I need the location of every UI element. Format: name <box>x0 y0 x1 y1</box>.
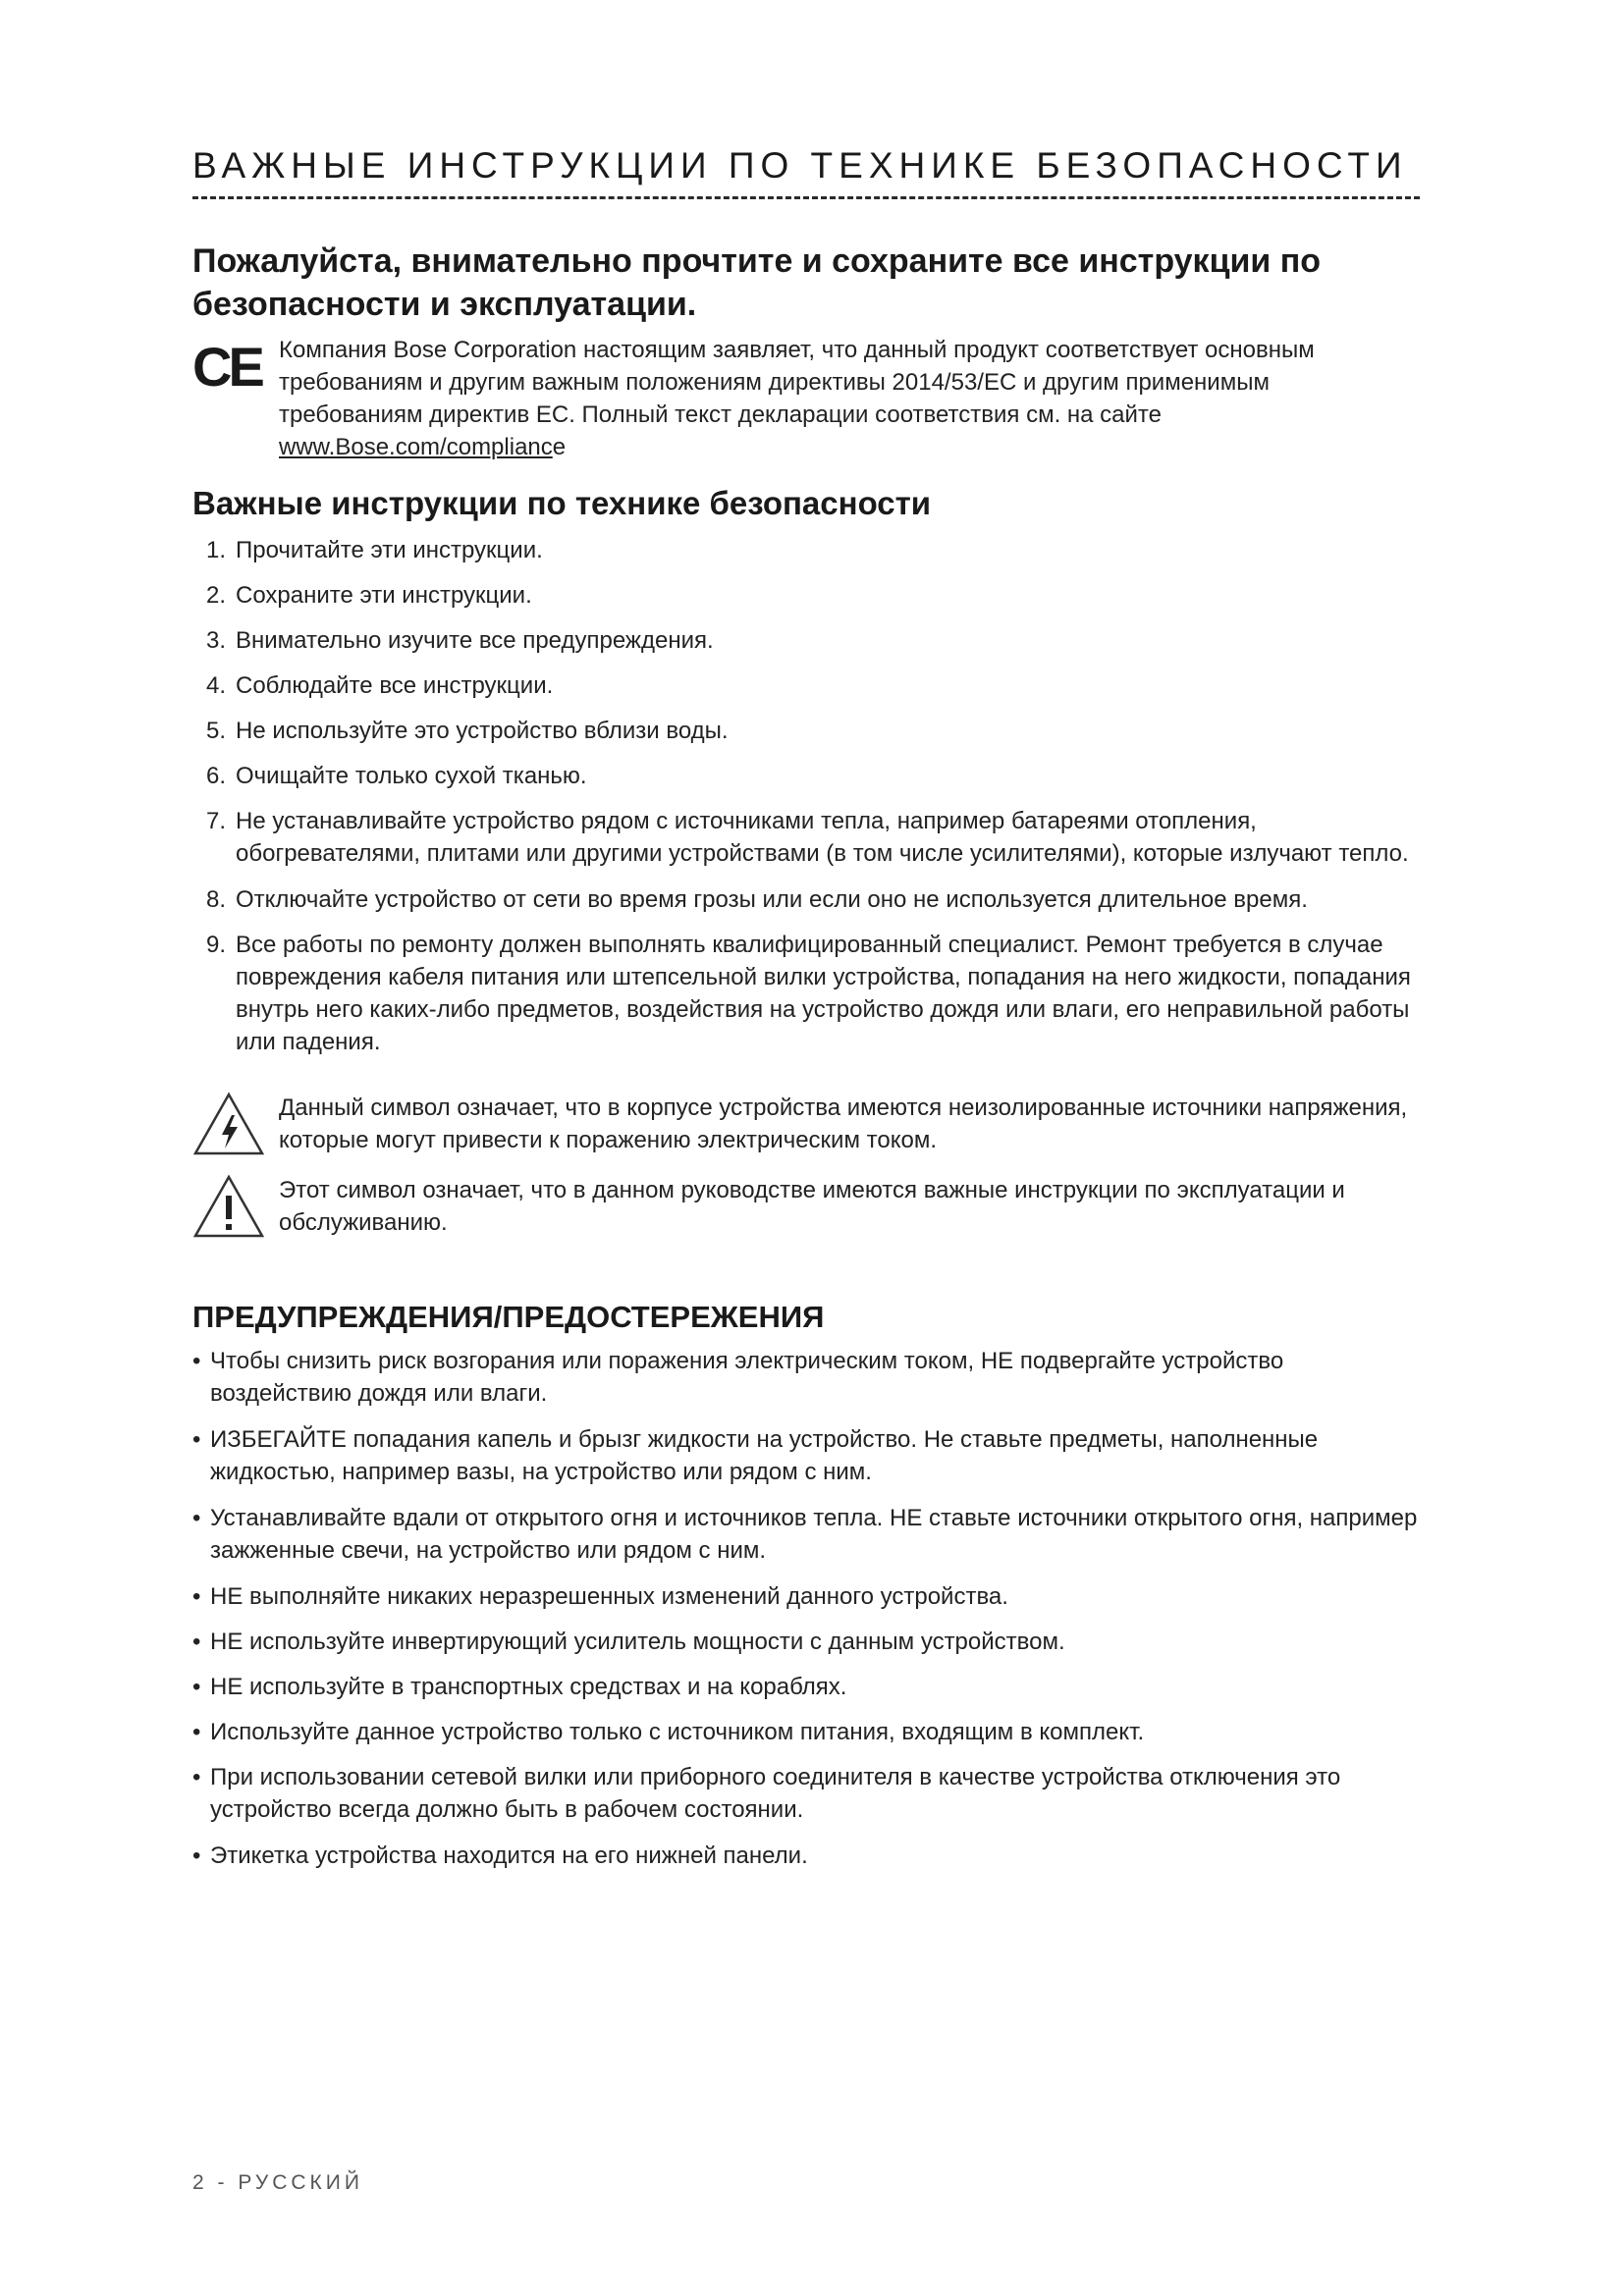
list-item-text: Чтобы снизить риск возгорания или поражения электрическим током, НЕ подвергайте устройство воздействию дождя или влаги. <box>210 1348 1284 1407</box>
list-item-number: 2. <box>206 582 227 609</box>
list-item-text: НЕ используйте инвертирующий усилитель мощности с данным устройством. <box>210 1629 1065 1655</box>
bullet: • <box>192 1505 201 1531</box>
page-title: ВАЖНЫЕ ИНСТРУКЦИИ ПО ТЕХНИКЕ БЕЗОПАСНОСТИ <box>192 145 1408 186</box>
list-item-number: 9. <box>206 932 227 958</box>
ce-declaration-text <box>279 334 1418 463</box>
compliance-link[interactable]: www.Bose.com/complianc <box>279 434 553 460</box>
list-item-text: Прочитайте эти инструкции. <box>236 537 543 563</box>
list-item-text: Используйте данное устройство только с источником питания, входящим в комплект. <box>210 1719 1145 1745</box>
list-item-text: Все работы по ремонту должен выполнять квалифицированный специалист. Ремонт требуется в случае повреждения кабеля питания или штепсельной вилки устройства, попадания на него жидкости, попадания внутрь него каких-либо предметов, воздействия на устройство дождя или влаги, его неправильной работы или падения. <box>236 932 1411 1055</box>
bullet: • <box>192 1629 201 1655</box>
list-item-number: 4. <box>206 672 227 699</box>
list-item-text: Не устанавливайте устройство рядом с источниками тепла, например батареями отопления, обогревателями, плитами или другими устройствами (в том числе усилителями), которые излучают тепло. <box>236 808 1409 867</box>
bullet: • <box>192 1674 201 1700</box>
exclamation-warning-icon <box>192 1174 265 1239</box>
list-item-number: 3. <box>206 627 227 654</box>
list-item-number: 5. <box>206 718 227 744</box>
list-item-number: 1. <box>206 537 227 563</box>
title-divider <box>192 196 1420 199</box>
list-item-text: При использовании сетевой вилки или приборного соединителя в качестве устройства отключения это устройство всегда должно быть в рабочем состоянии. <box>210 1764 1341 1823</box>
bullet: • <box>192 1764 201 1790</box>
list-item-text: Внимательно изучите все предупреждения. <box>236 627 714 654</box>
ce-text-body: Компания Bose Corporation настоящим заявляет, что данный продукт соответствует основным требованиям и другим важным положениям директивы 2014/53/EC и другим применимым требованиям директив ЕС. Полный текст декларации соответствия см. на сайте <box>279 337 1315 428</box>
list-item-text: НЕ выполняйте никаких неразрешенных изменений данного устройства. <box>210 1583 1008 1610</box>
list-item-text: Очищайте только сухой тканью. <box>236 763 587 789</box>
bullet: • <box>192 1348 201 1374</box>
list-item-number: 7. <box>206 808 227 834</box>
ce-text-tail: e <box>552 434 567 460</box>
ce-mark-icon: CE <box>192 336 261 398</box>
list-item-number: 6. <box>206 763 227 789</box>
bullet: • <box>192 1719 201 1745</box>
list-item-text: Не используйте это устройство вблизи воды. <box>236 718 729 744</box>
list-item-number: 8. <box>206 886 227 913</box>
warnings-heading: ПРЕДУПРЕЖДЕНИЯ/ПРЕДОСТЕРЕЖЕНИЯ <box>192 1300 825 1334</box>
bullet: • <box>192 1842 201 1869</box>
intro-heading: Пожалуйста, внимательно прочтите и сохраните все инструкции по безопасности и эксплуатации. <box>192 242 1322 323</box>
list-item-text: Отключайте устройство от сети во время грозы или если оно не используется длительное время. <box>236 886 1308 913</box>
list-item-text: Сохраните эти инструкции. <box>236 582 532 609</box>
list-item-text: НЕ используйте в транспортных средствах и на кораблях. <box>210 1674 847 1700</box>
lightning-warning-icon <box>192 1092 265 1156</box>
voltage-symbol-text: Данный символ означает, что в корпусе устройства имеются неизолированные источники напряжения, которые могут привести к поражению электрическим током. <box>279 1095 1408 1153</box>
list-item-text: Устанавливайте вдали от открытого огня и источников тепла. НЕ ставьте источники открытого огня, например зажженные свечи, на устройство или рядом с ним. <box>210 1505 1418 1564</box>
bullet: • <box>192 1426 201 1453</box>
list-item-text: Этикетка устройства находится на его нижней панели. <box>210 1842 808 1869</box>
attention-symbol-text: Этот символ означает, что в данном руководстве имеются важные инструкции по эксплуатации и обслуживанию. <box>279 1177 1345 1236</box>
list-item-text: Соблюдайте все инструкции. <box>236 672 554 699</box>
list-item-text: ИЗБЕГАЙТЕ попадания капель и брызг жидкости на устройство. Не ставьте предметы, наполненные жидкостью, например вазы, на устройство или рядом с ним. <box>210 1426 1319 1485</box>
safety-instructions-heading: Важные инструкции по технике безопасности <box>192 485 932 521</box>
bullet: • <box>192 1583 201 1610</box>
page-footer: 2 - РУССКИЙ <box>192 2171 363 2194</box>
